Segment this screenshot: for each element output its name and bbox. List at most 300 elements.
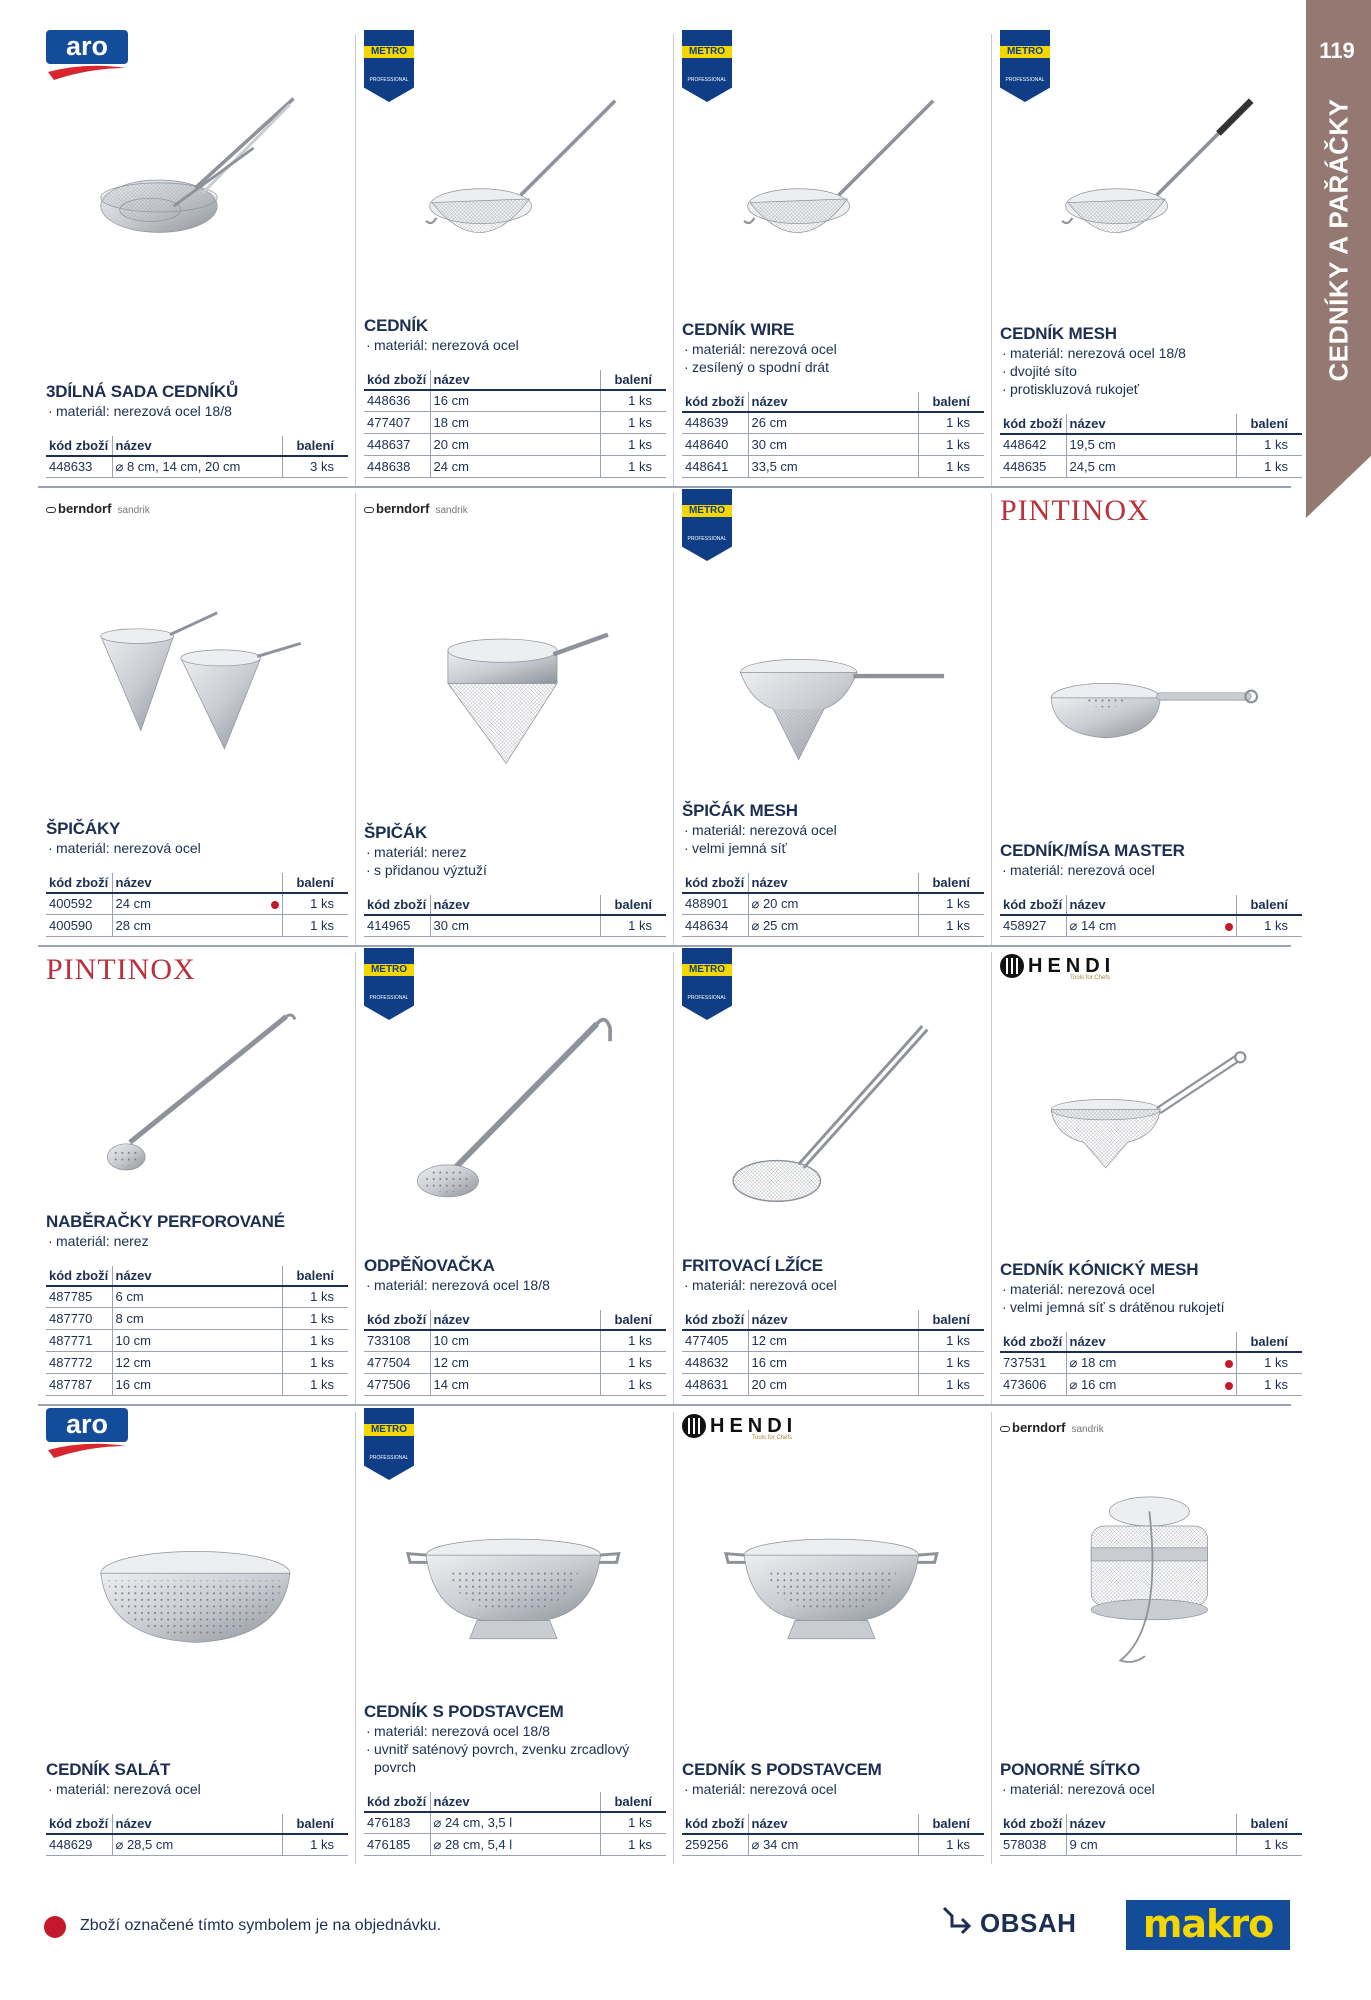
metro-logo-text: METRO bbox=[364, 46, 414, 58]
berndorf-logo-text: berndorf bbox=[1012, 1420, 1066, 1435]
column-divider bbox=[991, 952, 992, 1404]
berndorf-logo-text: berndorf bbox=[58, 501, 112, 516]
feature-list bbox=[364, 1722, 666, 1776]
variant-cell bbox=[430, 434, 600, 456]
pack-size: 1 ks bbox=[1236, 1352, 1302, 1374]
column-header-name: název bbox=[112, 1266, 282, 1286]
pack-size: 1 ks bbox=[918, 915, 984, 937]
pack-size: 1 ks bbox=[1236, 1834, 1302, 1856]
feature-list bbox=[682, 1780, 984, 1798]
variant-cell bbox=[112, 1330, 282, 1352]
variant-name: 20 cm bbox=[751, 1377, 787, 1392]
pack-size: 1 ks bbox=[600, 456, 666, 478]
feature-item: · materiál: nerezová ocel bbox=[364, 336, 666, 354]
table-header-row bbox=[46, 1266, 348, 1286]
order-only-icon bbox=[271, 901, 279, 909]
table-row bbox=[364, 1352, 666, 1374]
variant-name: ⌀ 24 cm, 3,5 l bbox=[433, 1814, 513, 1830]
column-header-name: název bbox=[748, 1814, 918, 1834]
variant-name: ⌀ 8 cm, 14 cm, 20 cm bbox=[115, 458, 241, 474]
variant-cell bbox=[1066, 434, 1236, 456]
pack-size: 1 ks bbox=[600, 1834, 666, 1856]
column-header-code: kód zboží bbox=[1000, 895, 1066, 915]
variant-name: 18 cm bbox=[433, 415, 469, 430]
berndorf-logo-subtext: sandrik bbox=[117, 505, 150, 516]
feature-item: · materiál: nerezová ocel bbox=[1000, 1780, 1302, 1798]
variant-name: 26 cm bbox=[751, 415, 787, 431]
pack-size: 1 ks bbox=[282, 1330, 348, 1352]
table-row bbox=[1000, 1834, 1302, 1856]
product-info bbox=[682, 1760, 984, 1857]
variant-name: 10 cm bbox=[433, 1333, 469, 1349]
column-header-code: kód zboží bbox=[46, 1266, 112, 1286]
column-header-pack: balení bbox=[918, 1814, 984, 1834]
metro-logo-text: METRO bbox=[682, 505, 732, 517]
footer-note: Zboží označené tímto symbolem je na objednávku. bbox=[80, 1917, 442, 1934]
pack-size: 1 ks bbox=[600, 1330, 666, 1352]
variant-name: 30 cm bbox=[751, 437, 787, 452]
metro-logo-text: METRO bbox=[364, 964, 414, 976]
column-header-pack: balení bbox=[282, 436, 348, 456]
product-code: 476185 bbox=[364, 1834, 430, 1856]
table-row bbox=[682, 456, 984, 478]
column-divider bbox=[673, 952, 674, 1404]
column-header-name: název bbox=[1066, 895, 1236, 915]
product-info bbox=[682, 1256, 984, 1397]
product-card bbox=[38, 30, 356, 490]
column-header-pack: balení bbox=[600, 895, 666, 915]
table-row bbox=[682, 915, 984, 937]
pack-size: 1 ks bbox=[600, 915, 666, 937]
product-table bbox=[1000, 1332, 1302, 1397]
feature-item: · materiál: nerezová ocel 18/8 bbox=[1000, 344, 1302, 362]
feature-list bbox=[1000, 861, 1302, 879]
hendi-logo-text: HENDI bbox=[1028, 954, 1116, 977]
product-name: NABĚRAČKY PERFOROVANÉ bbox=[46, 1211, 285, 1231]
product-name: CEDNÍK bbox=[364, 315, 428, 335]
column-header-pack: balení bbox=[1236, 1332, 1302, 1352]
product-card bbox=[992, 948, 1310, 1408]
pack-size: 1 ks bbox=[282, 1308, 348, 1330]
feature-list bbox=[364, 1276, 666, 1294]
column-header-pack: balení bbox=[282, 1266, 348, 1286]
variant-cell bbox=[430, 412, 600, 434]
feature-item: · materiál: nerezová ocel bbox=[682, 340, 984, 358]
pack-size: 1 ks bbox=[600, 1812, 666, 1834]
column-header-code: kód zboží bbox=[682, 392, 748, 412]
variant-name: 28 cm bbox=[115, 918, 151, 933]
pack-size: 1 ks bbox=[600, 1374, 666, 1396]
product-table bbox=[1000, 414, 1302, 479]
variant-cell bbox=[430, 1812, 600, 1834]
table-row bbox=[46, 1286, 348, 1308]
variant-cell bbox=[748, 1834, 918, 1856]
order-only-icon bbox=[1225, 1360, 1233, 1368]
table-row bbox=[682, 1834, 984, 1856]
table-header-row bbox=[46, 873, 348, 893]
table-header-row bbox=[46, 1814, 348, 1834]
table-row bbox=[364, 1834, 666, 1856]
column-header-pack: balení bbox=[600, 1792, 666, 1812]
mesh-cone-strainer-image bbox=[680, 527, 990, 767]
feature-item: · protiskluzová rukojeť bbox=[1000, 380, 1302, 398]
column-divider bbox=[991, 34, 992, 486]
column-header-name: název bbox=[748, 392, 918, 412]
variant-name: ⌀ 14 cm bbox=[1069, 917, 1117, 933]
column-header-code: kód zboží bbox=[46, 873, 112, 893]
skimmer-image bbox=[362, 986, 672, 1226]
row-divider bbox=[38, 945, 1291, 947]
variant-name: 12 cm bbox=[751, 1333, 787, 1349]
variant-cell bbox=[112, 1374, 282, 1396]
variant-cell bbox=[748, 1330, 918, 1352]
feature-list bbox=[46, 402, 348, 420]
product-code: 487771 bbox=[46, 1330, 112, 1352]
table-header-row bbox=[364, 895, 666, 915]
column-header-name: název bbox=[1066, 414, 1236, 434]
footed-colander-image bbox=[680, 1446, 990, 1686]
variant-name: 12 cm bbox=[433, 1355, 469, 1370]
pintinox-logo-text: PINTINOX bbox=[1000, 494, 1150, 527]
feature-item: · uvnitř saténový povrch, zvenku zrcadlový povrch bbox=[364, 1740, 666, 1776]
pack-size: 1 ks bbox=[918, 434, 984, 456]
column-header-name: název bbox=[430, 895, 600, 915]
table-row bbox=[682, 1352, 984, 1374]
product-table bbox=[46, 1814, 348, 1857]
metro-logo-subtext: PROFESSIONAL bbox=[687, 536, 727, 542]
product-info bbox=[46, 382, 348, 479]
variant-cell bbox=[748, 434, 918, 456]
column-header-pack: balení bbox=[282, 873, 348, 893]
table-row bbox=[46, 456, 348, 478]
cone-strainers-image bbox=[44, 527, 354, 767]
product-name: ŠPIČÁK MESH bbox=[682, 800, 798, 820]
product-table bbox=[682, 873, 984, 938]
pack-size: 1 ks bbox=[918, 1834, 984, 1856]
order-only-icon bbox=[1225, 923, 1233, 931]
product-table bbox=[364, 370, 666, 479]
column-header-pack: balení bbox=[600, 1310, 666, 1330]
column-header-code: kód zboží bbox=[46, 436, 112, 456]
product-name: CEDNÍK S PODSTAVCEM bbox=[364, 1701, 564, 1721]
variant-name: 24 cm bbox=[433, 459, 469, 474]
product-code: 578038 bbox=[1000, 1834, 1066, 1856]
product-info bbox=[46, 1760, 348, 1857]
product-code: 448637 bbox=[364, 434, 430, 456]
product-card bbox=[356, 1408, 674, 1868]
product-table bbox=[364, 895, 666, 938]
product-code: 400592 bbox=[46, 893, 112, 915]
product-name: FRITOVACÍ LŽÍCE bbox=[682, 1255, 823, 1275]
table-row bbox=[682, 412, 984, 434]
product-info bbox=[1000, 841, 1302, 938]
variant-name: 19,5 cm bbox=[1069, 437, 1116, 453]
pack-size: 1 ks bbox=[600, 1352, 666, 1374]
metro-logo-text: METRO bbox=[1000, 46, 1050, 58]
product-code: 448642 bbox=[1000, 434, 1066, 456]
metro-logo-subtext: PROFESSIONAL bbox=[687, 77, 727, 83]
table-row bbox=[46, 1308, 348, 1330]
page-number: 119 bbox=[1319, 38, 1355, 63]
product-card bbox=[38, 948, 356, 1408]
variant-name: 14 cm bbox=[433, 1377, 469, 1392]
column-divider bbox=[673, 493, 674, 945]
product-name: ŠPIČÁK bbox=[364, 822, 428, 842]
feature-item: · velmi jemná síť bbox=[682, 839, 984, 857]
column-header-code: kód zboží bbox=[1000, 1814, 1066, 1834]
product-table bbox=[364, 1792, 666, 1857]
variant-cell bbox=[748, 1352, 918, 1374]
product-name: PONORNÉ SÍTKO bbox=[1000, 1759, 1141, 1779]
table-row bbox=[46, 915, 348, 937]
variant-name: 16 cm bbox=[751, 1355, 787, 1370]
column-header-name: název bbox=[112, 873, 282, 893]
product-name: CEDNÍK KÓNICKÝ MESH bbox=[1000, 1259, 1199, 1279]
table-row bbox=[682, 434, 984, 456]
pack-size: 1 ks bbox=[282, 1834, 348, 1856]
frying-spoon-image bbox=[680, 986, 990, 1226]
product-table bbox=[46, 436, 348, 479]
hendi-logo-tagline: Tools for Chefs bbox=[1070, 975, 1111, 981]
column-divider bbox=[991, 1412, 992, 1864]
table-header-row bbox=[682, 1814, 984, 1834]
product-code: 477405 bbox=[682, 1330, 748, 1352]
contents-arrow-icon[interactable] bbox=[938, 1904, 978, 1944]
product-name: CEDNÍK MESH bbox=[1000, 323, 1117, 343]
table-row bbox=[1000, 456, 1302, 478]
strainer-image bbox=[362, 68, 672, 308]
feature-list bbox=[1000, 344, 1302, 398]
column-header-pack: balení bbox=[1236, 895, 1302, 915]
product-info bbox=[1000, 1260, 1302, 1397]
feature-item: · materiál: nerezová ocel bbox=[46, 839, 348, 857]
product-code: 737531 bbox=[1000, 1352, 1066, 1374]
variant-name: 6 cm bbox=[115, 1289, 144, 1305]
product-card bbox=[356, 30, 674, 490]
feature-list bbox=[364, 336, 666, 354]
makro-logo: makro bbox=[1126, 1900, 1290, 1950]
feature-item: · materiál: nerezová ocel bbox=[46, 1780, 348, 1798]
variant-cell bbox=[430, 915, 600, 937]
salad-colander-image bbox=[44, 1446, 354, 1686]
table-row bbox=[364, 915, 666, 937]
product-info bbox=[1000, 1760, 1302, 1857]
table-header-row bbox=[364, 1792, 666, 1812]
product-table bbox=[46, 1266, 348, 1397]
product-code: 448632 bbox=[682, 1352, 748, 1374]
product-card bbox=[992, 489, 1310, 949]
feature-item: · materiál: nerezová ocel bbox=[682, 1780, 984, 1798]
product-card bbox=[356, 489, 674, 949]
column-header-pack: balení bbox=[282, 1814, 348, 1834]
product-code: 458927 bbox=[1000, 915, 1066, 937]
variant-cell bbox=[430, 1330, 600, 1352]
column-divider bbox=[673, 34, 674, 486]
product-info bbox=[364, 316, 666, 479]
feature-item: · materiál: nerezová ocel 18/8 bbox=[364, 1276, 666, 1294]
product-table bbox=[682, 1814, 984, 1857]
variant-name: 20 cm bbox=[433, 437, 469, 452]
contents-link[interactable]: OBSAH bbox=[980, 1908, 1077, 1938]
row-divider bbox=[38, 486, 1291, 488]
variant-cell bbox=[748, 412, 918, 434]
infuser-ball-image bbox=[998, 1446, 1308, 1686]
hendi-logo-tagline: Tools for Chefs bbox=[752, 1435, 793, 1441]
product-card bbox=[674, 948, 992, 1408]
variant-cell bbox=[748, 456, 918, 478]
hendi-logo-text: HENDI bbox=[710, 1414, 798, 1437]
column-divider bbox=[991, 493, 992, 945]
variant-cell bbox=[112, 456, 282, 478]
feature-list bbox=[1000, 1780, 1302, 1798]
pack-size: 1 ks bbox=[918, 456, 984, 478]
berndorf-logo-subtext: sandrik bbox=[435, 505, 468, 516]
table-row bbox=[364, 412, 666, 434]
product-code: 733108 bbox=[364, 1330, 430, 1352]
feature-list bbox=[682, 1276, 984, 1294]
variant-name: 33,5 cm bbox=[751, 459, 798, 474]
product-code: 448638 bbox=[364, 456, 430, 478]
product-table bbox=[682, 1310, 984, 1397]
product-code: 259256 bbox=[682, 1834, 748, 1856]
product-card bbox=[992, 1408, 1310, 1868]
column-header-code: kód zboží bbox=[1000, 414, 1066, 434]
metro-logo-text: METRO bbox=[364, 1424, 414, 1436]
variant-cell bbox=[748, 915, 918, 937]
variant-cell bbox=[430, 1352, 600, 1374]
column-header-code: kód zboží bbox=[364, 895, 430, 915]
hendi-mark-icon bbox=[1000, 954, 1024, 978]
table-header-row bbox=[682, 873, 984, 893]
product-code: 476183 bbox=[364, 1812, 430, 1834]
conical-mesh-strainer-image bbox=[998, 986, 1308, 1226]
product-code: 487787 bbox=[46, 1374, 112, 1396]
table-row bbox=[46, 1352, 348, 1374]
pack-size: 1 ks bbox=[918, 1330, 984, 1352]
product-code: 488901 bbox=[682, 893, 748, 915]
column-header-name: název bbox=[112, 1814, 282, 1834]
variant-cell bbox=[112, 1352, 282, 1374]
product-card bbox=[356, 948, 674, 1408]
variant-cell bbox=[1066, 1834, 1236, 1856]
variant-name: 30 cm bbox=[433, 918, 469, 934]
pack-size: 3 ks bbox=[282, 456, 348, 478]
table-row bbox=[364, 434, 666, 456]
product-table bbox=[364, 1310, 666, 1397]
column-header-code: kód zboží bbox=[46, 1814, 112, 1834]
product-name: ODPĚŇOVAČKA bbox=[364, 1255, 495, 1275]
footed-colander-image bbox=[362, 1446, 672, 1686]
pack-size: 1 ks bbox=[282, 1352, 348, 1374]
table-row bbox=[46, 1834, 348, 1856]
column-header-name: název bbox=[430, 370, 600, 390]
column-header-pack: balení bbox=[918, 1310, 984, 1330]
variant-cell bbox=[1066, 915, 1236, 937]
table-row bbox=[364, 1330, 666, 1352]
product-code: 487770 bbox=[46, 1308, 112, 1330]
column-header-name: název bbox=[112, 436, 282, 456]
product-name: CEDNÍK WIRE bbox=[682, 319, 795, 339]
variant-cell bbox=[112, 1286, 282, 1308]
table-header-row bbox=[364, 1310, 666, 1330]
order-only-icon bbox=[1225, 1382, 1233, 1390]
column-header-code: kód zboží bbox=[682, 1310, 748, 1330]
berndorf-logo-subtext: sandrik bbox=[1071, 1424, 1104, 1435]
pintinox-logo-text: PINTINOX bbox=[46, 953, 196, 986]
feature-list bbox=[46, 1780, 348, 1798]
column-header-name: název bbox=[430, 1792, 600, 1812]
product-table bbox=[682, 392, 984, 479]
product-table bbox=[1000, 1814, 1302, 1857]
pack-size: 1 ks bbox=[1236, 456, 1302, 478]
product-code: 477504 bbox=[364, 1352, 430, 1374]
metro-logo-subtext: PROFESSIONAL bbox=[369, 1455, 409, 1461]
pack-size: 1 ks bbox=[600, 434, 666, 456]
product-info bbox=[364, 823, 666, 938]
reinforced-cone-strainer-image bbox=[362, 527, 672, 767]
metro-logo-subtext: PROFESSIONAL bbox=[687, 995, 727, 1001]
feature-item: · zesílený o spodní drát bbox=[682, 358, 984, 376]
variant-name: 16 cm bbox=[115, 1377, 151, 1392]
mesh-strainer-image bbox=[998, 68, 1308, 308]
variant-cell bbox=[430, 1834, 600, 1856]
metro-logo-subtext: PROFESSIONAL bbox=[369, 77, 409, 83]
variant-name: 24 cm bbox=[115, 896, 151, 912]
section-title: CEDNÍKY A PAŘÁČKY bbox=[1323, 98, 1354, 382]
hendi-mark-icon bbox=[682, 1414, 706, 1438]
feature-list bbox=[364, 843, 666, 879]
column-header-code: kód zboží bbox=[682, 1814, 748, 1834]
pack-size: 1 ks bbox=[600, 390, 666, 412]
metro-logo-subtext: PROFESSIONAL bbox=[1005, 77, 1045, 83]
product-code: 448635 bbox=[1000, 456, 1066, 478]
wire-strainer-image bbox=[680, 68, 990, 308]
column-header-code: kód zboží bbox=[364, 370, 430, 390]
column-header-pack: balení bbox=[1236, 1814, 1302, 1834]
variant-name: 8 cm bbox=[115, 1311, 144, 1326]
variant-name: 10 cm bbox=[115, 1333, 151, 1348]
product-table bbox=[1000, 895, 1302, 938]
variant-cell bbox=[430, 390, 600, 412]
product-card bbox=[38, 489, 356, 949]
column-divider bbox=[355, 493, 356, 945]
variant-cell bbox=[748, 1374, 918, 1396]
product-code: 448641 bbox=[682, 456, 748, 478]
variant-name: 9 cm bbox=[1069, 1837, 1098, 1853]
column-header-pack: balení bbox=[918, 392, 984, 412]
perforated-ladle-image bbox=[44, 986, 354, 1226]
pack-size: 1 ks bbox=[918, 1352, 984, 1374]
column-header-name: název bbox=[430, 1310, 600, 1330]
pack-size: 1 ks bbox=[600, 412, 666, 434]
table-row bbox=[682, 1374, 984, 1396]
pack-size: 1 ks bbox=[282, 915, 348, 937]
variant-name: ⌀ 16 cm bbox=[1069, 1376, 1117, 1392]
table-row bbox=[1000, 434, 1302, 456]
product-code: 414965 bbox=[364, 915, 430, 937]
feature-item: · materiál: nerez bbox=[46, 1232, 348, 1250]
pack-size: 1 ks bbox=[282, 1374, 348, 1396]
column-header-code: kód zboží bbox=[364, 1310, 430, 1330]
variant-cell bbox=[112, 1308, 282, 1330]
column-divider bbox=[673, 1412, 674, 1864]
column-header-pack: balení bbox=[600, 370, 666, 390]
feature-item: · materiál: nerezová ocel bbox=[682, 1276, 984, 1294]
order-symbol-icon bbox=[44, 1916, 66, 1938]
product-info bbox=[364, 1702, 666, 1857]
product-card bbox=[38, 1408, 356, 1868]
pack-size: 1 ks bbox=[282, 1286, 348, 1308]
